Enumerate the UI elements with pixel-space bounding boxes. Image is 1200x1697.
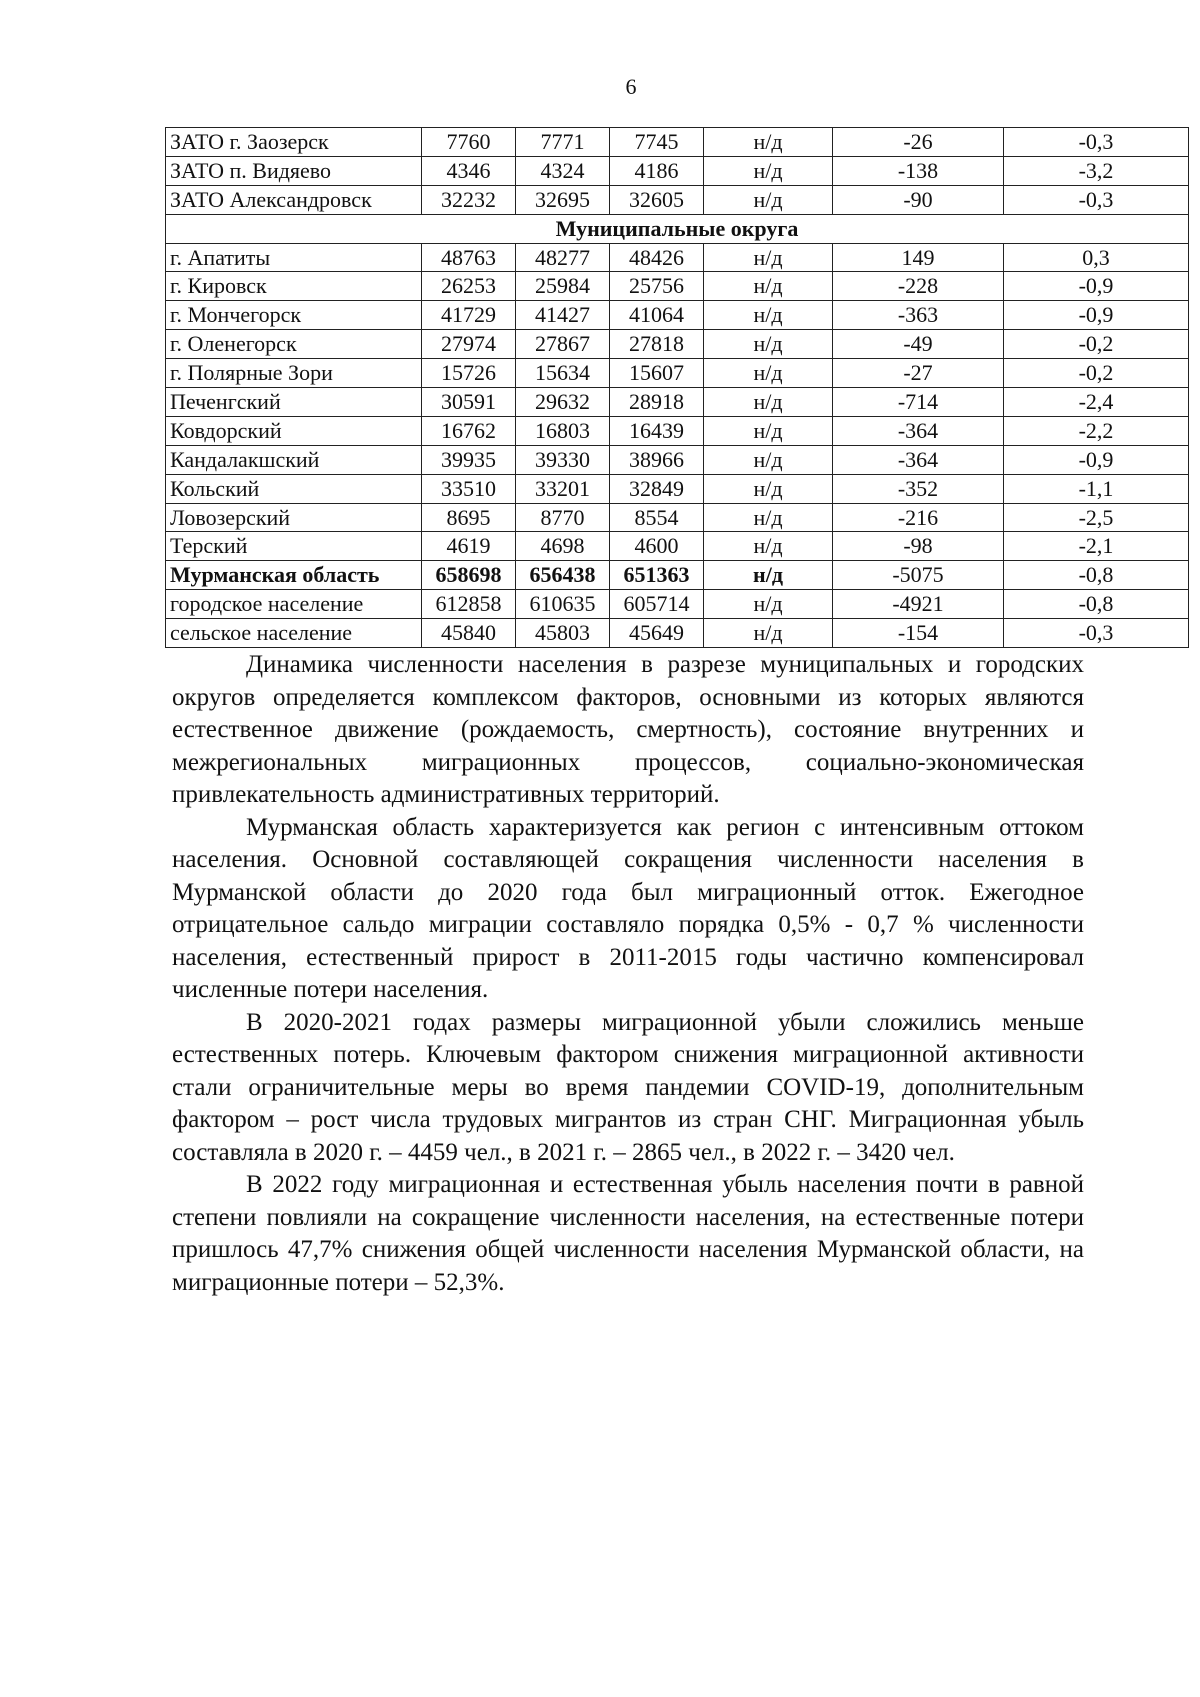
cell-value-3: 32605	[610, 185, 704, 214]
cell-value-2: 33201	[516, 474, 610, 503]
cell-change-percent: -0,9	[1004, 445, 1189, 474]
cell-territory: Печенгский	[166, 388, 422, 417]
cell-value-3: 48426	[610, 243, 704, 272]
cell-no-data: н/д	[704, 301, 833, 330]
cell-territory: городское население	[166, 590, 422, 619]
cell-change: -228	[833, 272, 1004, 301]
cell-value-3: 32849	[610, 474, 704, 503]
cell-value-2: 48277	[516, 243, 610, 272]
cell-value-1: 27974	[422, 330, 516, 359]
cell-value-3: 41064	[610, 301, 704, 330]
cell-value-1: 4619	[422, 532, 516, 561]
cell-value-2: 41427	[516, 301, 610, 330]
cell-change: -5075	[833, 561, 1004, 590]
cell-value-2: 16803	[516, 416, 610, 445]
cell-value-3: 27818	[610, 330, 704, 359]
cell-value-2: 27867	[516, 330, 610, 359]
cell-territory: Кольский	[166, 474, 422, 503]
page-number: 6	[625, 74, 637, 99]
cell-value-2: 29632	[516, 388, 610, 417]
cell-value-1: 8695	[422, 503, 516, 532]
table-row	[166, 128, 1189, 157]
cell-value-1: 33510	[422, 474, 516, 503]
cell-value-3: 28918	[610, 388, 704, 417]
table-row	[166, 272, 1189, 301]
table-row	[166, 474, 1189, 503]
cell-territory: г. Полярные Зори	[166, 359, 422, 388]
cell-territory: Мурманская область	[166, 561, 422, 590]
table-row	[166, 388, 1189, 417]
paragraph-population-dynamics: Динамика численности населения в разрезе муниципальных и городских округов определяется комплексом факторов, основными из которых являются естественное движение (рождаемость, смертность), состояние внутренних и межрегиональных миграционных процессов, социально-экономическая привлекательность административных территорий.	[172, 651, 1084, 808]
paragraph-migration-outflow: Мурманская область характеризуется как регион с интенсивным оттоком населения. Основной составляющей сокращения численности населения в Мурманской области до 2020 года был миграционный отток. Ежегодное отрицательное сальдо миграции составляло порядка 0,5% - 0,7 % численности населения, естественный прирост в 2011-2015 годы частично компенсировал численные потери населения.	[172, 813, 1084, 1003]
cell-no-data: н/д	[704, 561, 833, 590]
cell-change: -4921	[833, 590, 1004, 619]
cell-territory: Терский	[166, 532, 422, 561]
cell-value-1: 39935	[422, 445, 516, 474]
cell-no-data: н/д	[704, 416, 833, 445]
table-row	[166, 156, 1189, 185]
cell-value-2: 7771	[516, 128, 610, 157]
table-row	[166, 185, 1189, 214]
cell-value-1: 26253	[422, 272, 516, 301]
cell-no-data: н/д	[704, 359, 833, 388]
cell-value-3: 45649	[610, 619, 704, 648]
cell-change-percent: 0,3	[1004, 243, 1189, 272]
paragraph-2020-2021-migration: В 2020-2021 годах размеры миграционной убыли сложились меньше естественных потерь. Ключевым фактором снижения миграционной активности стали ограничительные меры во время пандемии COVID-19, дополнительным фактором – рост числа трудовых мигрантов из стран СНГ. Миграционная убыль составляла в 2020 г. – 4459 чел., в 2021 г. – 2865 чел., в 2022 г. – 3420 чел.	[172, 1008, 1084, 1166]
cell-change: -714	[833, 388, 1004, 417]
cell-no-data: н/д	[704, 388, 833, 417]
cell-value-2: 15634	[516, 359, 610, 388]
cell-change-percent: -0,9	[1004, 272, 1189, 301]
cell-value-3: 7745	[610, 128, 704, 157]
cell-change-percent: -1,1	[1004, 474, 1189, 503]
cell-no-data: н/д	[704, 532, 833, 561]
cell-change-percent: -0,3	[1004, 185, 1189, 214]
cell-value-1: 16762	[422, 416, 516, 445]
cell-value-1: 612858	[422, 590, 516, 619]
cell-no-data: н/д	[704, 272, 833, 301]
cell-value-1: 30591	[422, 388, 516, 417]
cell-no-data: н/д	[704, 185, 833, 214]
cell-change: -363	[833, 301, 1004, 330]
cell-change-percent: -0,3	[1004, 128, 1189, 157]
cell-value-3: 38966	[610, 445, 704, 474]
table-row	[166, 330, 1189, 359]
cell-change-percent: -2,2	[1004, 416, 1189, 445]
cell-value-1: 45840	[422, 619, 516, 648]
cell-change: 149	[833, 243, 1004, 272]
cell-value-2: 39330	[516, 445, 610, 474]
cell-value-3: 25756	[610, 272, 704, 301]
cell-change: -98	[833, 532, 1004, 561]
cell-change: -352	[833, 474, 1004, 503]
cell-no-data: н/д	[704, 445, 833, 474]
cell-value-2: 25984	[516, 272, 610, 301]
cell-territory: ЗАТО Александровск	[166, 185, 422, 214]
table-row	[166, 445, 1189, 474]
cell-territory: Кандалакшский	[166, 445, 422, 474]
cell-change: -27	[833, 359, 1004, 388]
cell-value-2: 610635	[516, 590, 610, 619]
cell-change: -364	[833, 416, 1004, 445]
cell-territory: Ловозерский	[166, 503, 422, 532]
cell-no-data: н/д	[704, 503, 833, 532]
paragraph-2022-losses: В 2022 году миграционная и естественная убыль населения почти в равной степени повлияли на сокращение численности населения, на естественные потери пришлось 47,7% снижения общей численности населения Мурманской области, на миграционные потери – 52,3%.	[172, 1171, 1084, 1296]
cell-territory: г. Кировск	[166, 272, 422, 301]
cell-territory: г. Мончегорск	[166, 301, 422, 330]
cell-value-3: 15607	[610, 359, 704, 388]
cell-change-percent: -0,2	[1004, 330, 1189, 359]
cell-change-percent: -3,2	[1004, 156, 1189, 185]
cell-no-data: н/д	[704, 156, 833, 185]
cell-change: -216	[833, 503, 1004, 532]
body-text	[172, 649, 1084, 1299]
cell-value-1: 658698	[422, 561, 516, 590]
table-row	[166, 590, 1189, 619]
cell-change-percent: -0,2	[1004, 359, 1189, 388]
cell-change-percent: -0,9	[1004, 301, 1189, 330]
cell-territory: г. Апатиты	[166, 243, 422, 272]
cell-change-percent: -2,5	[1004, 503, 1189, 532]
cell-value-3: 8554	[610, 503, 704, 532]
cell-territory: Ковдорский	[166, 416, 422, 445]
cell-value-3: 4600	[610, 532, 704, 561]
cell-no-data: н/д	[704, 619, 833, 648]
table-row	[166, 416, 1189, 445]
total-row	[166, 561, 1189, 590]
cell-change: -138	[833, 156, 1004, 185]
cell-value-1: 48763	[422, 243, 516, 272]
cell-change: -364	[833, 445, 1004, 474]
section-row	[166, 214, 1189, 243]
cell-change-percent: -0,3	[1004, 619, 1189, 648]
cell-value-2: 45803	[516, 619, 610, 648]
cell-change: -154	[833, 619, 1004, 648]
cell-change-percent: -2,1	[1004, 532, 1189, 561]
population-table	[165, 127, 1189, 648]
cell-value-2: 4324	[516, 156, 610, 185]
cell-value-1: 32232	[422, 185, 516, 214]
cell-no-data: н/д	[704, 243, 833, 272]
cell-value-2: 8770	[516, 503, 610, 532]
cell-value-3: 16439	[610, 416, 704, 445]
cell-change: -49	[833, 330, 1004, 359]
cell-value-2: 656438	[516, 561, 610, 590]
cell-change: -90	[833, 185, 1004, 214]
cell-no-data: н/д	[704, 330, 833, 359]
cell-no-data: н/д	[704, 474, 833, 503]
cell-territory: ЗАТО п. Видяево	[166, 156, 422, 185]
cell-change-percent: -0,8	[1004, 561, 1189, 590]
cell-no-data: н/д	[704, 590, 833, 619]
cell-value-3: 4186	[610, 156, 704, 185]
cell-change: -26	[833, 128, 1004, 157]
section-title: Муниципальные округа	[166, 214, 1189, 243]
table-row	[166, 503, 1189, 532]
cell-value-1: 15726	[422, 359, 516, 388]
cell-change-percent: -2,4	[1004, 388, 1189, 417]
cell-value-1: 41729	[422, 301, 516, 330]
cell-territory: сельское население	[166, 619, 422, 648]
table-body	[166, 128, 1189, 648]
cell-value-1: 7760	[422, 128, 516, 157]
cell-change-percent: -0,8	[1004, 590, 1189, 619]
cell-territory: г. Оленегорск	[166, 330, 422, 359]
table-row	[166, 243, 1189, 272]
cell-value-2: 4698	[516, 532, 610, 561]
cell-value-3: 651363	[610, 561, 704, 590]
table-row	[166, 359, 1189, 388]
table-row	[166, 619, 1189, 648]
cell-value-2: 32695	[516, 185, 610, 214]
table-row	[166, 301, 1189, 330]
cell-value-1: 4346	[422, 156, 516, 185]
cell-value-3: 605714	[610, 590, 704, 619]
table-row	[166, 532, 1189, 561]
cell-territory: ЗАТО г. Заозерск	[166, 128, 422, 157]
cell-no-data: н/д	[704, 128, 833, 157]
